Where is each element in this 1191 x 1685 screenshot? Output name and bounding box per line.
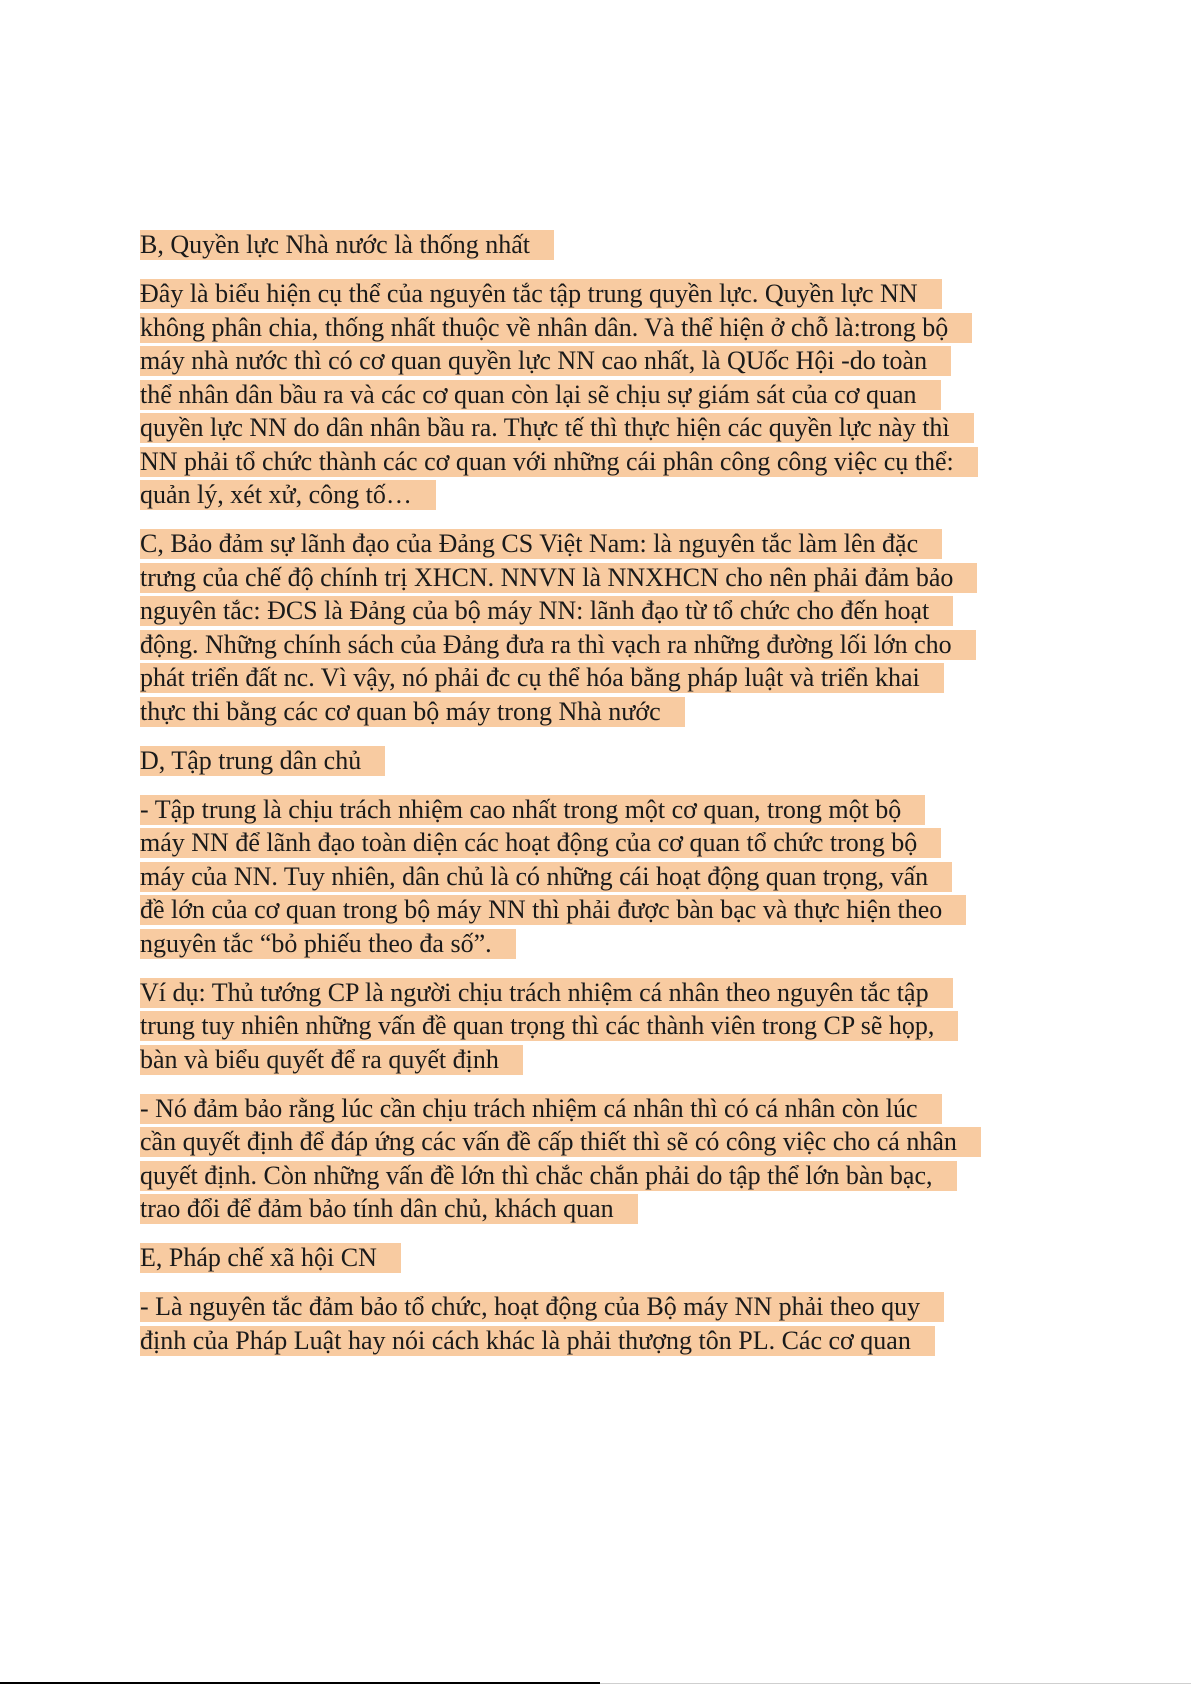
text-line: - Nó đảm bảo rằng lúc cần chịu trách nhiệm cá nhân thì có cá nhân còn lúc	[140, 1094, 942, 1124]
text-line: Đây là biểu hiện cụ thể của nguyên tắc tập trung quyền lực. Quyền lực NN	[140, 279, 942, 309]
text-line: máy NN để lãnh đạo toàn diện các hoạt động của cơ quan tổ chức trong bộ	[140, 828, 941, 858]
text-line: động. Những chính sách của Đảng đưa ra thì vạch ra những đường lối lớn cho	[140, 630, 976, 660]
text-line: bàn và biểu quyết để ra quyết định	[140, 1045, 523, 1075]
text-line: đề lớn của cơ quan trong bộ máy NN thì phải được bàn bạc và thực hiện theo	[140, 895, 966, 925]
heading-b	[140, 230, 1060, 260]
page-bottom-rule	[0, 1682, 600, 1684]
paragraph-d-body	[140, 795, 1060, 959]
text-line: máy nhà nước thì có cơ quan quyền lực NN cao nhất, là QUốc Hội -do toàn	[140, 346, 951, 376]
paragraph-c	[140, 529, 1060, 727]
text-line: Ví dụ: Thủ tướng CP là người chịu trách nhiệm cá nhân theo nguyên tắc tập	[140, 978, 953, 1008]
text-line: C, Bảo đảm sự lãnh đạo của Đảng CS Việt Nam: là nguyên tắc làm lên đặc	[140, 529, 942, 559]
text-line: trưng của chế độ chính trị XHCN. NNVN là NNXHCN cho nên phải đảm bảo	[140, 563, 977, 593]
text-line: B, Quyền lực Nhà nước là thống nhất	[140, 230, 554, 260]
paragraph-b-body	[140, 279, 1060, 510]
text-line: quyền lực NN do dân nhân bầu ra. Thực tế thì thực hiện các quyền lực này thì	[140, 413, 974, 443]
text-line: thể nhân dân bầu ra và các cơ quan còn lại sẽ chịu sự giám sát của cơ quan	[140, 380, 941, 410]
text-line: trao đổi để đảm bảo tính dân chủ, khách quan	[140, 1194, 638, 1224]
paragraph-d-note	[140, 1094, 1060, 1225]
text-line: phát triển đất nc. Vì vậy, nó phải đc cụ thể hóa bằng pháp luật và triển khai	[140, 663, 944, 693]
heading-d	[140, 746, 1060, 776]
text-line: - Là nguyên tắc đảm bảo tổ chức, hoạt động của Bộ máy NN phải theo quy	[140, 1292, 944, 1322]
text-line: máy của NN. Tuy nhiên, dân chủ là có những cái hoạt động quan trọng, vấn	[140, 862, 952, 892]
text-line: - Tập trung là chịu trách nhiệm cao nhất trong một cơ quan, trong một bộ	[140, 795, 925, 825]
text-line: cần quyết định để đáp ứng các vấn đề cấp thiết thì sẽ có công việc cho cá nhân	[140, 1127, 981, 1157]
text-line: không phân chia, thống nhất thuộc về nhân dân. Và thể hiện ở chỗ là:trong bộ	[140, 313, 972, 343]
document-body	[140, 230, 1060, 1375]
page-bottom-rule-faint	[600, 1683, 1191, 1684]
text-line: quản lý, xét xử, công tố…	[140, 480, 436, 510]
paragraph-example	[140, 978, 1060, 1075]
text-line: quyết định. Còn những vấn đề lớn thì chắc chắn phải do tập thể lớn bàn bạc,	[140, 1161, 957, 1191]
text-line: thực thi bằng các cơ quan bộ máy trong Nhà nước	[140, 697, 685, 727]
text-line: D, Tập trung dân chủ	[140, 746, 385, 776]
heading-e	[140, 1243, 1060, 1273]
text-line: định của Pháp Luật hay nói cách khác là phải thượng tôn PL. Các cơ quan	[140, 1326, 935, 1356]
text-line: nguyên tắc: ĐCS là Đảng của bộ máy NN: lãnh đạo từ tổ chức cho đến hoạt	[140, 596, 953, 626]
text-line: nguyên tắc “bỏ phiếu theo đa số”.	[140, 929, 516, 959]
text-line: NN phải tổ chức thành các cơ quan với những cái phân công công việc cụ thể:	[140, 447, 978, 477]
text-line: E, Pháp chế xã hội CN	[140, 1243, 401, 1273]
paragraph-e-body	[140, 1292, 1060, 1356]
text-line: trung tuy nhiên những vấn đề quan trọng thì các thành viên trong CP sẽ họp,	[140, 1011, 958, 1041]
